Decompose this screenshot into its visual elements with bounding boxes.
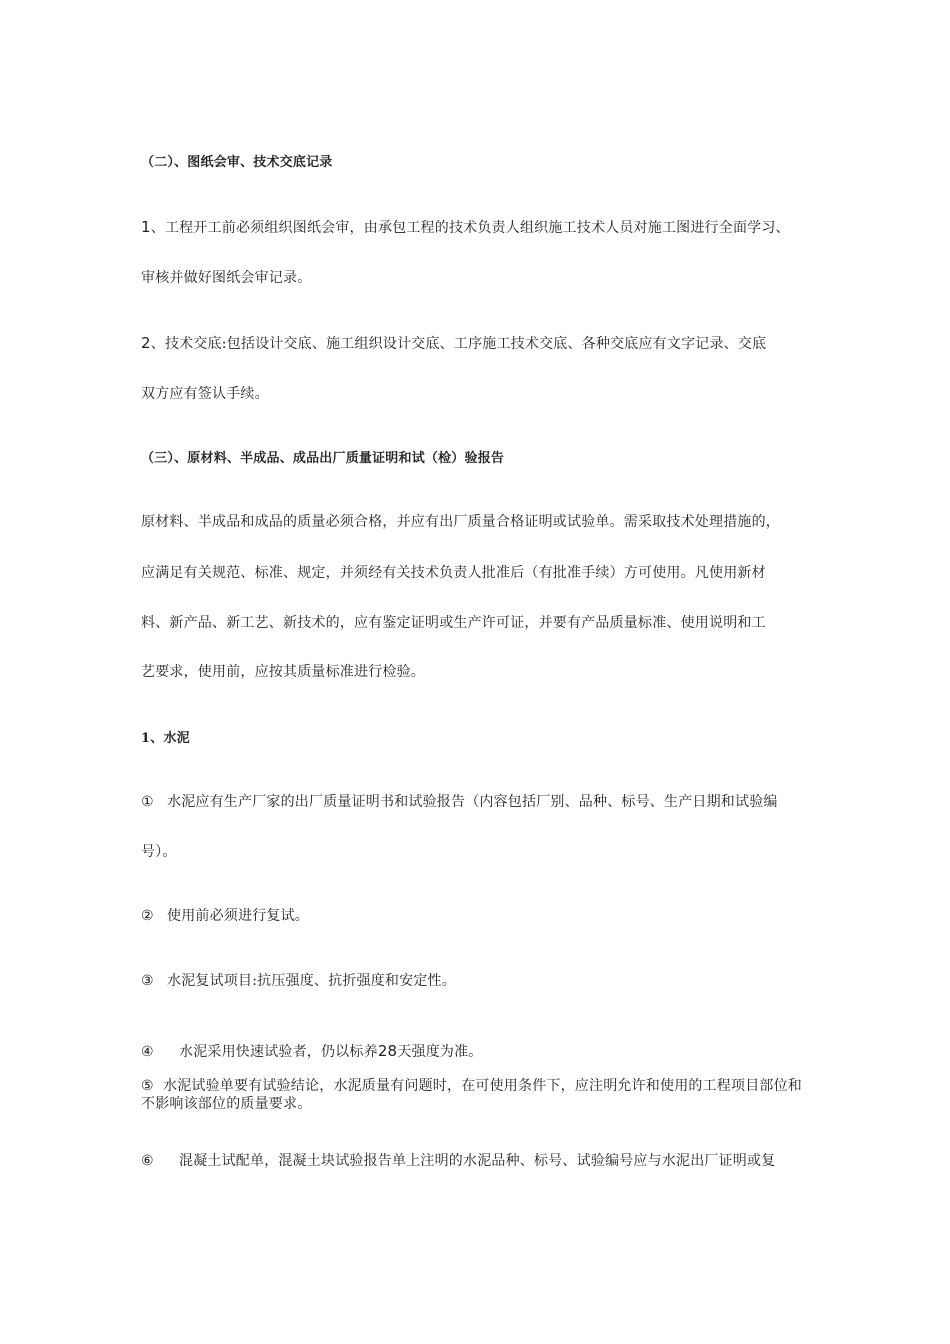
item-number: 1 — [141, 218, 151, 236]
cement-item6 — [141, 1151, 830, 1171]
section3-para-line4: 艺要求，使用前，应按其质量标准进行检验。 — [141, 664, 425, 680]
cement-item2 — [141, 906, 830, 926]
cement-item3 — [141, 971, 830, 991]
list-marker: ⑥ — [141, 1153, 154, 1169]
cement-item1-line1 — [141, 792, 830, 812]
paragraph-text: 天强度为准。 — [397, 1044, 483, 1060]
section3-heading: （三）、原材料、半成品、成品出厂质量证明和试（检）验报告 — [141, 451, 505, 466]
section3-para-line2: 应满足有关规范、标准、规定，并须经有关技术负责人批准后（有批准手续）方可使用。凡使用新材 — [141, 565, 766, 581]
paragraph-text: 水泥复试项目:抗压强度、抗折强度和安定性。 — [167, 973, 456, 989]
days-number: 28 — [377, 1042, 398, 1060]
cement-heading: 1、水泥 — [141, 731, 190, 746]
cement-item1-line2: 号）。 — [141, 844, 177, 860]
list-marker: ③ — [141, 973, 154, 989]
cement-item4 — [141, 1041, 830, 1062]
list-marker: ④ — [141, 1044, 154, 1060]
paragraph-text: 、技术交底:包括设计交底、施工组织设计交底、工序施工技术交底、各种交底应有文字记录、交底 — [150, 336, 767, 352]
list-marker: ① — [141, 794, 154, 810]
item-number: 2 — [141, 334, 151, 352]
list-marker: ⑤ — [141, 1078, 154, 1094]
paragraph-text: 混凝土试配单，混凝土块试验报告单上注明的水泥品种、标号、试验编号应与水泥出厂证明或复 — [179, 1153, 776, 1169]
paragraph-text: 使用前必须进行复试。 — [167, 908, 309, 924]
cement-item5 — [141, 1077, 811, 1113]
paragraph-text: 水泥采用快速试验者，仍以标养 — [179, 1044, 378, 1060]
section2-item2-line2: 双方应有签认手续。 — [141, 386, 269, 402]
section3-para-line3: 料、新产品、新工艺、新技术的，应有鉴定证明或生产许可证，并要有产品质量标准、使用说明和工 — [141, 615, 766, 631]
paragraph-text: 、工程开工前必须组织图纸会审，由承包工程的技术负责人组织施工技术人员对施工图进行全面学习、 — [150, 220, 790, 236]
paragraph-text: 水泥试验单要有试验结论，水泥质量有问题时，在可使用条件下，应注明允许和使用的工程项目部位和不影响该部位的质量要求。 — [141, 1078, 802, 1112]
paragraph-text: 水泥应有生产厂家的出厂质量证明书和试验报告（内容包括厂别、品种、标号、生产日期和试验编 — [167, 794, 778, 810]
section2-heading: （二）、图纸会审、技术交底记录 — [141, 155, 333, 170]
section3-para-line1: 原材料、半成品和成品的质量必须合格，并应有出厂质量合格证明或试验单。需采取技术处理措施的， — [141, 514, 780, 530]
section2-item2-line1 — [141, 333, 830, 354]
section2-item1-line1 — [141, 217, 830, 238]
list-marker: ② — [141, 908, 154, 924]
section2-item1-line2: 审核并做好图纸会审记录。 — [141, 270, 312, 286]
